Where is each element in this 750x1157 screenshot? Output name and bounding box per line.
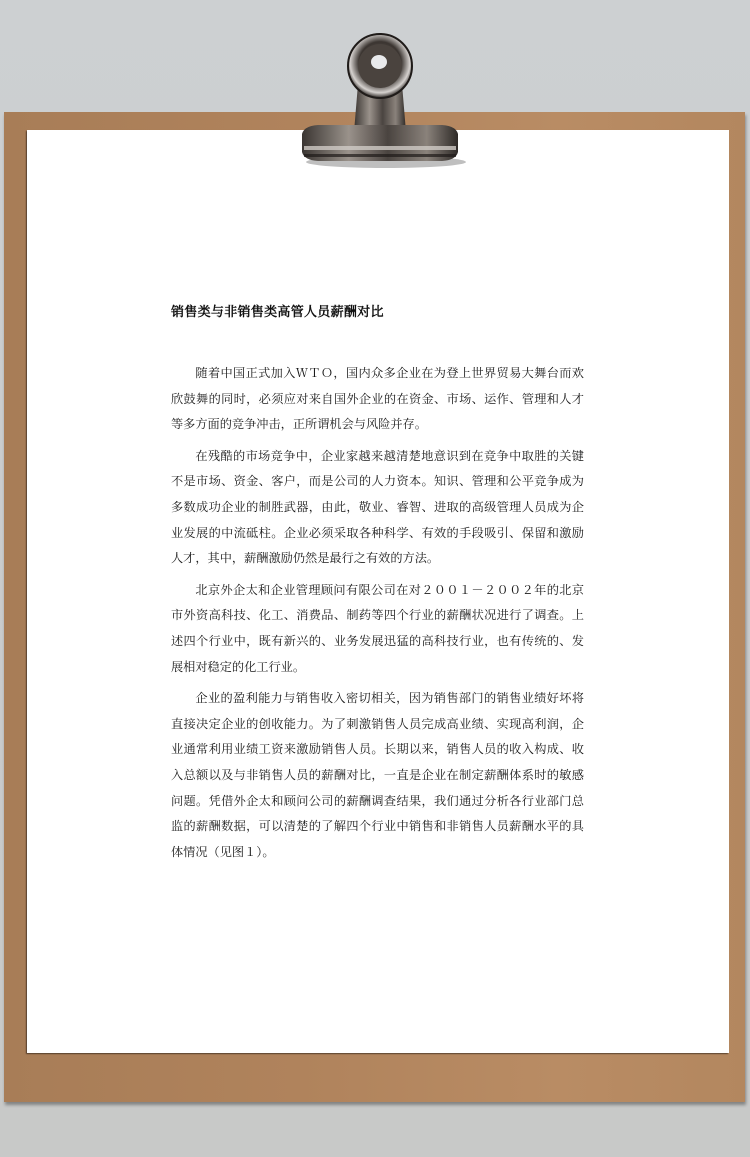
binder-clip-icon [290,22,470,172]
document-title: 销售类与非销售类高管人员薪酬对比 [171,305,384,320]
document-body [171,361,584,871]
paragraph: 企业的盈利能力与销售收入密切相关，因为销售部门的销售业绩好坏将直接决定企业的创收能力。为了刺激销售人员完成高业绩、实现高利润，企业通常利用业绩工资来激励销售人员。长期以来，销售人员的收入构成、收入总额以及与非销售人员的薪酬对比，一直是企业在制定薪酬体系时的敏感问题。凭借外企太和顾问公司的薪酬调查结果，我们通过分析各行业部门总监的薪酬数据，可以清楚的了解四个行业中销售和非销售人员薪酬水平的具体情况（见图１）。 [171,691,584,859]
paragraph: 随着中国正式加入ＷＴＯ，国内众多企业在为登上世界贸易大舞台而欢欣鼓舞的同时，必须应对来自国外企业的在资金、市场、运作、管理和人才等多方面的竞争冲击，正所谓机会与风险并存。 [171,366,584,432]
paragraph: 在残酷的市场竞争中，企业家越来越清楚地意识到在竞争中取胜的关键不是市场、资金、客户，而是公司的人力资本。知识、管理和公平竞争成为多数成功企业的制胜武器，由此，敬业、睿智、进取的高级管理人员成为企业发展的中流砥柱。企业必须采取各种科学、有效的手段吸引、保留和激励人才，其中，薪酬激励仍然是最行之有效的方法。 [171,448,584,566]
paragraph: 北京外企太和企业管理顾问有限公司在对２００１－２００２年的北京市外资高科技、化工、消费品、制药等四个行业的薪酬状况进行了调查。上述四个行业中，既有新兴的、业务发展迅猛的高科技行业，也有传统的、发展相对稳定的化工行业。 [171,582,584,674]
